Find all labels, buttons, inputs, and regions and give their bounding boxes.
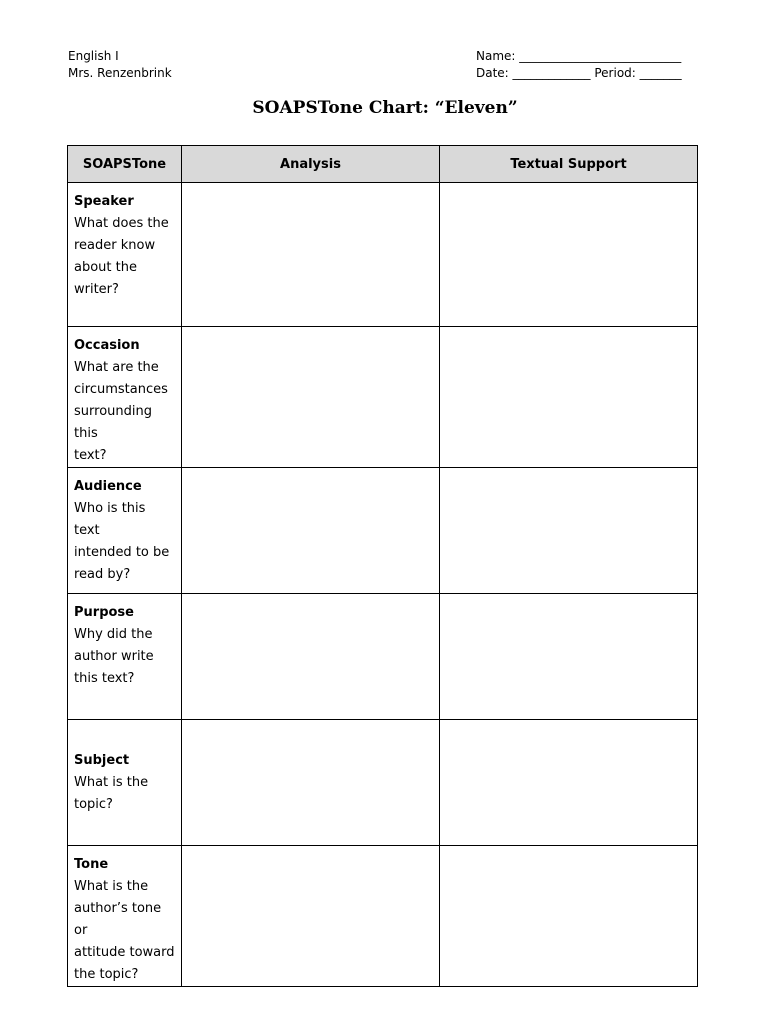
page-title: SOAPSTone Chart: “Eleven”	[252, 98, 518, 118]
row-label-occasion	[68, 327, 182, 468]
question-line: attitude toward	[74, 945, 175, 960]
textual-support-cell-subject[interactable]	[440, 720, 698, 846]
question-line: Who is this text	[74, 501, 146, 538]
question-line: What does the	[74, 216, 169, 231]
textual-support-cell-purpose[interactable]	[440, 594, 698, 720]
table-header-row	[68, 146, 698, 183]
question-line: What is the	[74, 775, 149, 790]
question-line: circumstances	[74, 382, 168, 397]
column-header-soapstone: SOAPSTone	[68, 146, 182, 183]
row-key: Speaker	[74, 194, 134, 209]
question-line: What is the	[74, 879, 149, 894]
table-row-purpose	[68, 594, 698, 720]
table-row-occasion	[68, 327, 698, 468]
name-field[interactable]: Name: ___________________________	[476, 49, 682, 63]
analysis-cell-speaker[interactable]	[182, 183, 440, 327]
question-line: surrounding this	[74, 404, 152, 441]
question-line: What are the	[74, 360, 159, 375]
question-line: about the	[74, 260, 137, 275]
textual-support-cell-audience[interactable]	[440, 468, 698, 594]
table-row-tone	[68, 846, 698, 987]
header-right	[476, 48, 682, 82]
row-label-speaker	[68, 183, 182, 327]
question-line: writer?	[74, 282, 119, 297]
header-left	[68, 48, 172, 82]
row-label-tone	[68, 846, 182, 987]
analysis-cell-audience[interactable]	[182, 468, 440, 594]
row-key: Occasion	[74, 338, 140, 353]
question-line: reader know	[74, 238, 156, 253]
row-key: Audience	[74, 479, 142, 494]
soapstone-table	[67, 145, 698, 987]
textual-support-cell-speaker[interactable]	[440, 183, 698, 327]
row-label-audience	[68, 468, 182, 594]
table-row-speaker	[68, 183, 698, 327]
analysis-cell-occasion[interactable]	[182, 327, 440, 468]
row-key: Tone	[74, 857, 109, 872]
analysis-cell-tone[interactable]	[182, 846, 440, 987]
teacher-name: Mrs. Renzenbrink	[68, 66, 172, 80]
question-line: intended to be	[74, 545, 170, 560]
question-line: topic?	[74, 797, 113, 812]
table-row-subject	[68, 720, 698, 846]
row-label-purpose	[68, 594, 182, 720]
table-row-audience	[68, 468, 698, 594]
question-line: the topic?	[74, 967, 139, 982]
question-line: author write	[74, 649, 154, 664]
row-key: Subject	[74, 753, 130, 768]
row-label-subject	[68, 720, 182, 846]
textual-support-cell-occasion[interactable]	[440, 327, 698, 468]
question-line: Why did the	[74, 627, 153, 642]
textual-support-cell-tone[interactable]	[440, 846, 698, 987]
analysis-cell-subject[interactable]	[182, 720, 440, 846]
question-line: this text?	[74, 671, 135, 686]
question-line: read by?	[74, 567, 131, 582]
course-name: English I	[68, 49, 119, 63]
date-period-field[interactable]: Date: _____________ Period: _______	[476, 66, 682, 80]
column-header-analysis: Analysis	[182, 146, 440, 183]
analysis-cell-purpose[interactable]	[182, 594, 440, 720]
row-key: Purpose	[74, 605, 134, 620]
column-header-textual-support: Textual Support	[440, 146, 698, 183]
question-line: text?	[74, 448, 107, 463]
question-line: author’s tone or	[74, 901, 162, 938]
